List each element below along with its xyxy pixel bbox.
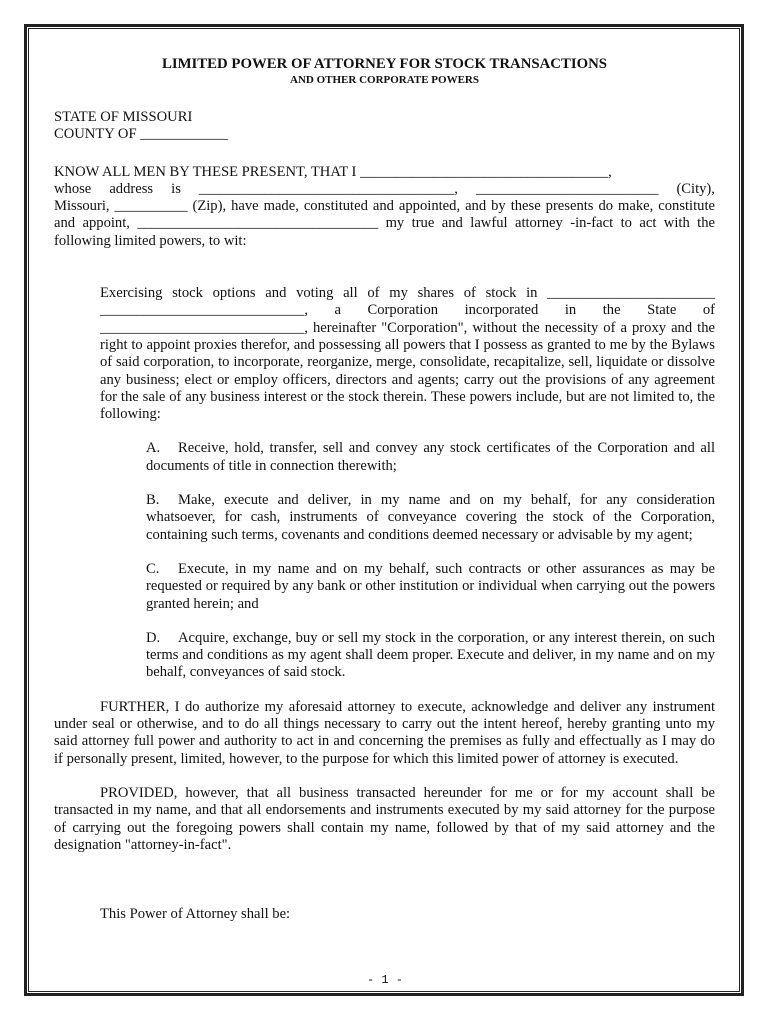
exercising-paragraph: [100, 285, 715, 423]
state-line: STATE OF MISSOURI: [54, 109, 193, 125]
list-item: [146, 630, 715, 682]
intro-line-1: KNOW ALL MEN BY THESE PRESENT, THAT I __________________________________,: [54, 163, 612, 180]
item-label: A.: [146, 440, 161, 457]
item-text: Receive, hold, transfer, sell and convey any stock certificates of the Corporation and all documents of title in connection therewith;: [146, 440, 715, 474]
shall-be-line: This Power of Attorney shall be:: [100, 906, 291, 923]
item-text: Make, execute and deliver, in my name and on my behalf, for any consideration whatsoever, for cash, instruments of conveyance covering the stock of the Corporation, containing such terms, covenants and conditions deemed necessary or advisable by my agent;: [146, 492, 715, 543]
provided-paragraph: PROVIDED, however, that all business transacted hereunder for me or for my account shall be transacted in my name, and that all endorsements and instruments executed by my said attorney for the purpose of carrying out the foregoing powers shall contain my name, followed by that of my said attorney and the designation "attorney-in-fact".: [54, 784, 715, 853]
intro-word: whose: [54, 180, 92, 197]
intro-line-2: [54, 181, 715, 198]
intro-word: (City),: [676, 180, 715, 197]
exercising-text: Exercising stock options and voting all of my shares of stock in _______________________ ____________________________, a Corporation incorporated in the State of ____________________________, hereinafter "Corporation", without the necessity of a proxy and the right to appoint proxies therefor, and possessing all powers that I possess as granted to me by the Bylaws of said corporation, to incorporate, reorganize, merge, consolidate, recapitalize, sell, liquidate or dissolve any business; elect or employ officers, directors and agents; carry out the provisions of any agreement for the sale of any business interest or the stock therein. These powers include, but are not limited to, the following:: [100, 285, 715, 423]
intro-word: address: [109, 180, 154, 197]
intro-paragraph: [54, 164, 715, 250]
item-label: B.: [146, 492, 160, 509]
venue-block: [54, 109, 715, 144]
city-blank: _________________________: [475, 180, 659, 197]
item-label: C.: [146, 560, 160, 577]
intro-rest: Missouri, __________ (Zip), have made, constituted and appointed, and by these presents do make, constitute and appoint, _________________________________ my true and lawful attorney -in-fact to act with the following limited powers, to wit:: [54, 198, 715, 249]
county-line: COUNTY OF ____________: [54, 126, 228, 143]
list-item: [146, 561, 715, 613]
document-subtitle: AND OTHER CORPORATE POWERS: [290, 74, 479, 86]
document-body: [54, 56, 715, 923]
item-text: Acquire, exchange, buy or sell my stock in the corporation, or any interest therein, on such terms and conditions as my agent shall deem proper. Execute and deliver, in my name and on my behalf, conveyances of said stock.: [146, 629, 715, 681]
list-item: [146, 492, 715, 544]
page-number: - 1 -: [366, 973, 403, 987]
powers-list: [146, 440, 715, 681]
document-title: LIMITED POWER OF ATTORNEY FOR STOCK TRANSACTIONS: [161, 56, 608, 72]
list-item: [146, 440, 715, 475]
address-blank: ___________________________________,: [198, 180, 458, 197]
intro-word: is: [171, 180, 181, 197]
item-label: D.: [146, 629, 161, 646]
further-paragraph: FURTHER, I do authorize my aforesaid attorney to execute, acknowledge and deliver any instrument under seal or otherwise, and to do all things necessary to carry out the intent hereof, hereby granting unto my said attorney full power and authority to act in and concerning the premises as fully and effectually as I may do if personally present, limited, however, to the purpose for which this limited power of attorney is executed.: [54, 698, 715, 767]
item-text: Execute, in my name and on my behalf, such contracts or other assurances as may be requested or required by any bank or other institution or individual when carrying out the powers granted herein; and: [146, 560, 715, 612]
